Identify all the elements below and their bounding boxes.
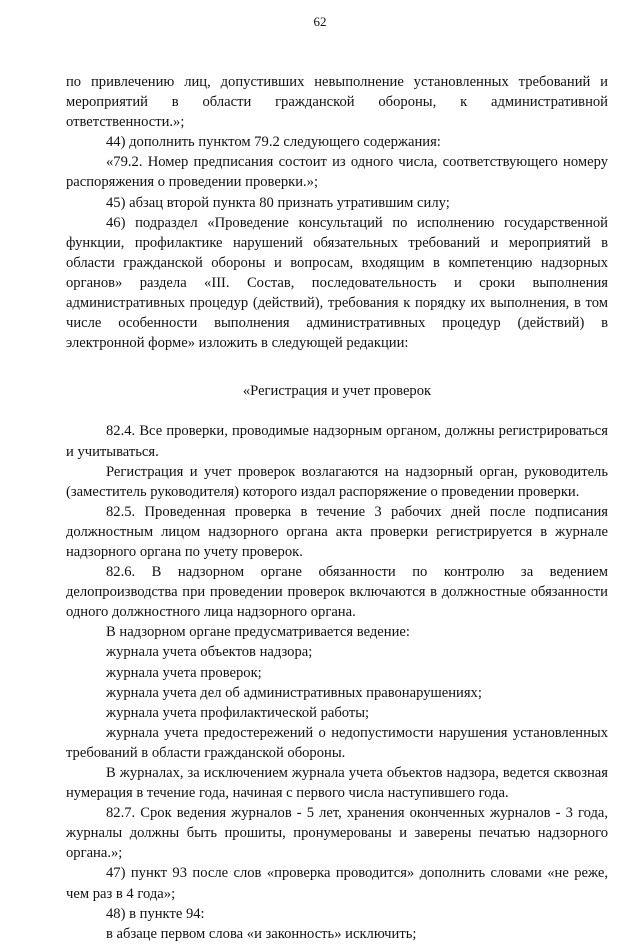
paragraph: 47) пункт 93 после слов «проверка проводится» дополнить словами «не реже, чем раз в 4 года»; (66, 865, 608, 902)
paragraph: 82.6. В надзорном органе обязанности по контролю за ведением делопроизводства при проведении проверок включаются в должностные обязанности одного должностного лица надзорного органа. (66, 564, 608, 621)
paragraph: 82.5. Проведенная проверка в течение 3 рабочих дней после подписания должностным лицом надзорного органа акта проверки регистрируется в журнале надзорного органа по учету проверок. (66, 503, 608, 560)
list-item: журнала учета объектов надзора; (106, 644, 313, 661)
list-item: журнала учета профилактической работы; (106, 704, 370, 721)
paragraph: 44) дополнить пунктом 79.2 следующего содержания: (106, 134, 441, 151)
paragraph: 48) в пункте 94: (106, 905, 205, 922)
list-item: журнала учета дел об административных правонарушениях; (106, 684, 482, 701)
paragraph: по привлечению лиц, допустивших невыполнение установленных требований и мероприятий в области гражданской обороны, к административной ответственности.»; (66, 74, 608, 131)
paragraph: 46) подраздел «Проведение консультаций по исполнению государственной функции, профилактике нарушений обязательных требований и мероприятий в области гражданской обороны и вопросам, входящим в компетенцию надзорных органов» раздела «III. Состав, последовательность и сроки выполнения административных процедур (действий), требования к порядку их выполнения, в том числе особенности выполнения административных процедур (действий) в электронной форме» изложить в следующей редакции: (66, 214, 608, 352)
document-body (66, 72, 608, 944)
section-heading: «Регистрация и учет проверок (242, 383, 432, 400)
paragraph: «79.2. Номер предписания состоит из одного числа, соответствующего номеру распоряжения о проведении проверки.»; (66, 154, 608, 191)
paragraph: В надзорном органе предусматривается ведение: (106, 624, 410, 641)
paragraph: 45) абзац второй пункта 80 признать утратившим силу; (106, 194, 450, 211)
paragraph: Регистрация и учет проверок возлагаются на надзорный орган, руководитель (заместитель руководителя) которого издал распоряжение о проведении проверки. (66, 463, 608, 500)
paragraph: 82.7. Срок ведения журналов - 5 лет, хранения оконченных журналов - 3 года, журналы должны быть прошиты, пронумерованы и заверены печатью надзорного органа.»; (66, 805, 608, 862)
list-item: журнала учета предостережений о недопустимости нарушения установленных требований в области гражданской обороны. (66, 724, 608, 761)
page-number: 62 (313, 14, 327, 29)
list-item: журнала учета проверок; (106, 664, 262, 681)
paragraph: 82.4. Все проверки, проводимые надзорным органом, должны регистрироваться и учитываться. (66, 423, 608, 460)
paragraph: В журналах, за исключением журнала учета объектов надзора, ведется сквозная нумерация в течение года, начиная с первого числа наступившего года. (66, 765, 608, 802)
paragraph: в абзаце первом слова «и законность» исключить; (106, 925, 417, 942)
